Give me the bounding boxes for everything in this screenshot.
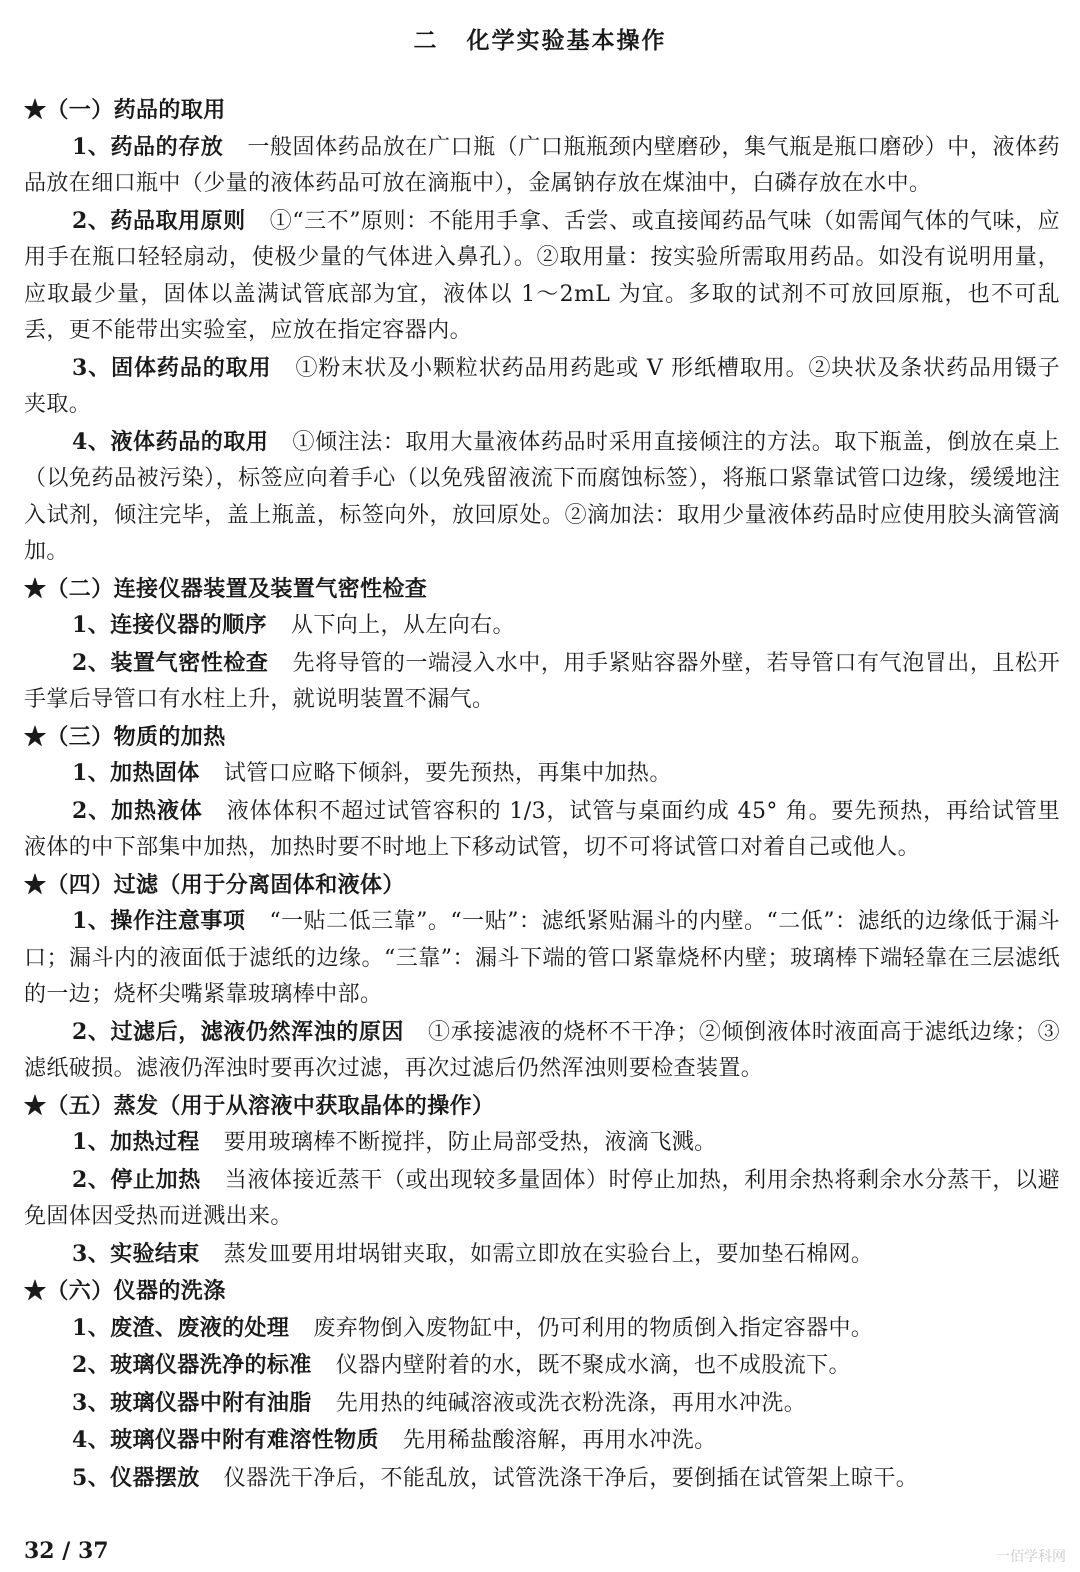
paragraph — [24, 755, 1060, 793]
item-text: ①倾注法：取用大量液体药品时采用直接倾注的方法。取下瓶盖，倒放在桌上（以免药品被污染），标签应向着手心（以免残留液流下而腐蚀标签），将瓶口紧靠试管口边缘，缓缓地注入试剂，倾注完毕，盖上瓶盖，标签向外，放回原处。②滴加法：取用少量液体药品时应使用胶头滴管滴加。 — [24, 429, 1060, 564]
item-label: 1、药品的存放 — [72, 133, 224, 160]
paragraph — [24, 1236, 1060, 1274]
paragraph — [24, 645, 1060, 719]
paragraph — [24, 1162, 1060, 1236]
item-label: 3、固体药品的取用 — [72, 354, 272, 381]
paragraph — [24, 1124, 1060, 1162]
section-heading: ★（四）过滤（用于分离固体和液体） — [24, 871, 405, 898]
section-heading: ★（五）蒸发（用于从溶液中获取晶体的操作） — [24, 1092, 495, 1119]
item-text: ①“三不”原则：不能用手拿、舌尝、或直接闻药品气味（如需闻气体的气味，应用手在瓶口轻轻扇动，使极少量的气体进入鼻孔）。②取用量：按实验所需取用药品。如没有说明用量，应取最少量，固体以盖满试管底部为宜，液体以 1～2mL 为宜。多取的试剂不可放回原瓶，也不可乱丢，更不能带出实验室，应放在指定容器内。 — [24, 208, 1060, 343]
item-text: 先用稀盐酸溶解，再用水冲洗。 — [402, 1428, 717, 1453]
item-label: 5、仪器摆放 — [72, 1464, 200, 1491]
section-heading: ★（一）药品的取用 — [24, 97, 226, 123]
item-label: 1、废渣、废液的处理 — [72, 1314, 290, 1341]
item-label: 3、实验结束 — [72, 1240, 200, 1267]
item-text: 当液体接近蒸干（或出现较多量固体）时停止加热，利用余热将剩余水分蒸干，以避免固体因受热而迸溅出来。 — [24, 1167, 1060, 1229]
item-label: 2、过滤后，滤液仍然浑浊的原因 — [72, 1018, 404, 1045]
item-label: 2、药品取用原则 — [72, 207, 246, 234]
paragraph — [24, 1310, 1060, 1348]
paragraph — [24, 350, 1060, 424]
item-text: 蒸发皿要用坩埚钳夹取，如需立即放在实验台上，要加垫石棉网。 — [223, 1241, 874, 1267]
item-text: 一般固体药品放在广口瓶（广口瓶瓶颈内壁磨砂，集气瓶是瓶口磨砂）中，液体药品放在细口瓶中（少量的液体药品可放在滴瓶中），金属钠存放在煤油中，白磷存放在水中。 — [24, 134, 1060, 196]
section-heading: ★（二）连接仪器装置及装置气密性检查 — [24, 575, 428, 602]
page-number: 32 / 37 — [24, 1538, 109, 1564]
item-text: 仪器洗干净后，不能乱放，试管洗涤干净后，要倒插在试管架上晾干。 — [223, 1465, 919, 1491]
paragraph — [24, 1460, 1060, 1498]
item-label: 2、装置气密性检查 — [72, 649, 269, 676]
item-text: 先用热的纯碱溶液或洗衣粉洗涤，再用水冲洗。 — [335, 1390, 807, 1416]
section-heading: ★（三）物质的加热 — [24, 723, 226, 750]
item-text: 要用玻璃棒不断搅拌，防止局部受热，液滴飞溅。 — [223, 1130, 717, 1155]
item-text: 废弃物倒入废物缸中，仍可利用的物质倒入指定容器中。 — [313, 1315, 874, 1341]
watermark: 一佰学科网 — [996, 1549, 1066, 1565]
item-label: 1、加热过程 — [72, 1129, 200, 1155]
item-label: 4、玻璃仪器中附有难溶性物质 — [72, 1427, 379, 1453]
item-text: ①承接滤液的烧杯不干净；②倾倒液体时液面高于滤纸边缘；③滤纸破损。滤液仍浑浊时要再次过滤，再次过滤后仍然浑浊则要检查装置。 — [24, 1019, 1060, 1081]
page-title — [0, 22, 1080, 55]
paragraph — [24, 903, 1060, 1014]
item-label: 1、加热固体 — [72, 760, 200, 786]
title-text: 化学实验基本操作 — [466, 27, 667, 54]
item-label: 2、玻璃仪器洗净的标准 — [72, 1352, 312, 1378]
paragraph — [24, 424, 1060, 571]
paragraph — [24, 793, 1060, 867]
paragraph — [24, 203, 1060, 350]
item-label: 1、连接仪器的顺序 — [72, 612, 267, 638]
paragraph — [24, 607, 1060, 645]
paragraph — [24, 129, 1060, 203]
item-label: 2、停止加热 — [72, 1166, 201, 1193]
item-text: ①粉末状及小颗粒状药品用药匙或 V 形纸槽取用。②块状及条状药品用镊子夹取。 — [24, 355, 1060, 417]
item-text: 从下向上，从左向右。 — [290, 613, 515, 638]
document-body — [24, 92, 1060, 1497]
item-text: “一贴二低三靠”。“一贴”：滤纸紧贴漏斗的内壁。“二低”：滤纸的边缘低于漏斗口；漏斗内的液面低于滤纸的边缘。“三靠”：漏斗下端的管口紧靠烧杯内壁；玻璃棒下端轻靠在三层滤纸的一边；烧杯尖嘴紧靠玻璃棒中部。 — [24, 909, 1061, 1007]
item-text: 试管口应略下倾斜，要先预热，再集中加热。 — [223, 761, 672, 786]
paragraph — [24, 1347, 1060, 1385]
item-label: 1、操作注意事项 — [72, 908, 246, 934]
item-text: 液体体积不超过试管容积的 1/3，试管与桌面约成 45° 角。要先预热，再给试管里液体的中下部集中加热，加热时要不时地上下移动试管，切不可将试管口对着自己或他人。 — [24, 798, 1060, 860]
item-label: 2、加热液体 — [72, 797, 203, 824]
section-heading: ★（六）仪器的洗涤 — [24, 1278, 226, 1304]
item-label: 3、玻璃仪器中附有油脂 — [72, 1389, 312, 1416]
paragraph — [24, 1385, 1060, 1423]
paragraph — [24, 1014, 1060, 1088]
item-text: 先将导管的一端浸入水中，用手紧贴容器外壁，若导管口有气泡冒出，且松开手掌后导管口有水柱上升，就说明装置不漏气。 — [24, 650, 1060, 712]
title-number: 二 — [413, 27, 439, 54]
item-label: 4、液体药品的取用 — [72, 428, 269, 455]
item-text: 仪器内壁附着的水，既不聚成水滴，也不成股流下。 — [335, 1353, 851, 1378]
paragraph — [24, 1422, 1060, 1460]
